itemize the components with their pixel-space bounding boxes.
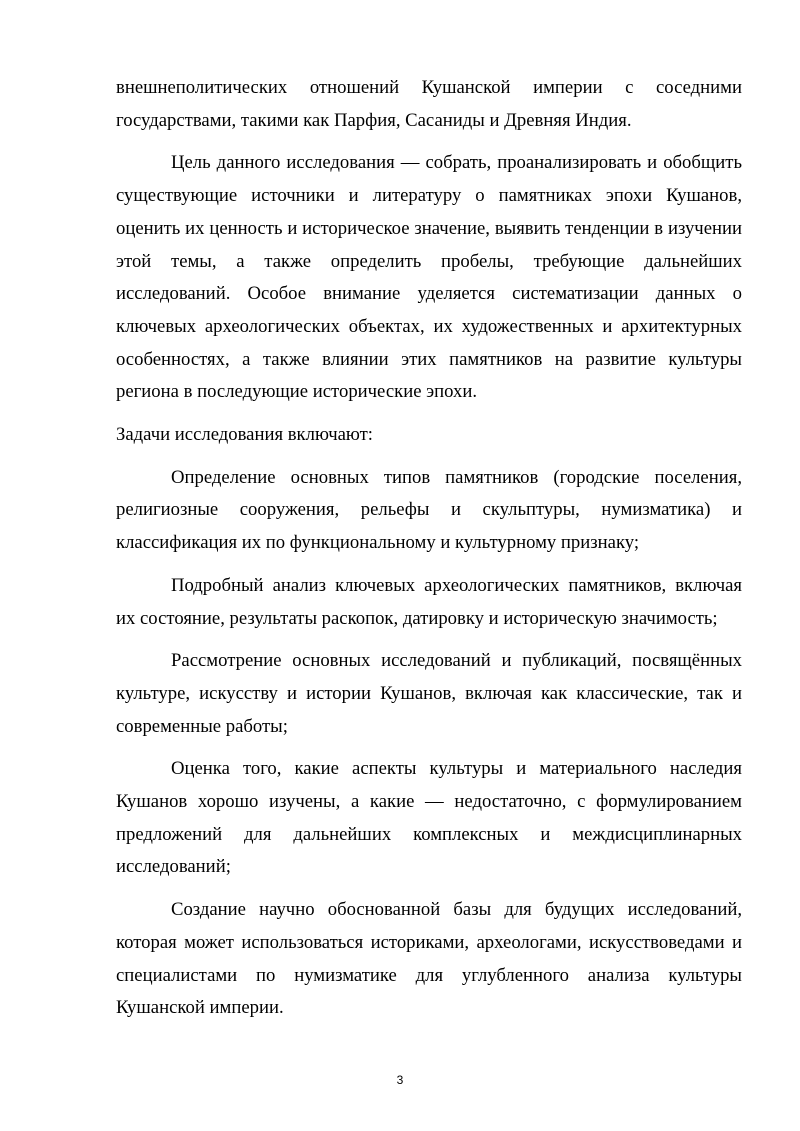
paragraph-task-2: Подробный анализ ключевых археологических памятников, включая их состояние, результаты раскопок, датировку и историческую значимость; (116, 574, 742, 629)
paragraph-research-goal: Цель данного исследования — собрать, проанализировать и обобщить существующие источники и литературу о памятниках эпохи Кушанов, оценить их ценность и историческое значение, выявить тенденции в изучении этой темы, а также определить пробелы, требующие дальнейших исследований. Особое внимание уделяется систематизации данных о ключевых археологических объектах, их художественных и архитектурных особенностях, а также влиянии этих памятников на развитие культуры региона в последующие исторические эпохи. (116, 152, 742, 403)
paragraph-task-1: Определение основных типов памятников (городские поселения, религиозные сооружения, рельефы и скульптуры, нумизматика) и классификация их по функциональному и культурному признаку; (116, 466, 742, 554)
paragraph-continuation: внешнеполитических отношений Кушанской империи с соседними государствами, такими как Парфия, Сасаниды и Древняя Индия. (116, 77, 742, 131)
page-number: 3 (396, 1073, 404, 1087)
paragraph-task-4: Оценка того, какие аспекты культуры и материального наследия Кушанов хорошо изучены, а какие — недостаточно, с формулированием предложений для дальнейших комплексных и междисциплинарных исследований; (116, 758, 742, 878)
document-page (116, 72, 742, 1025)
paragraph-tasks-heading: Задачи исследования включают: (116, 424, 373, 446)
paragraph-task-3: Рассмотрение основных исследований и публикаций, посвящённых культуре, искусству и истории Кушанов, включая как классические, так и современные работы; (116, 650, 742, 737)
paragraph-task-5: Создание научно обоснованной базы для будущих исследований, которая может использоваться историками, археологами, искусствоведами и специалистами по нумизматике для углубленного анализа культуры Кушанской империи. (116, 899, 742, 1019)
